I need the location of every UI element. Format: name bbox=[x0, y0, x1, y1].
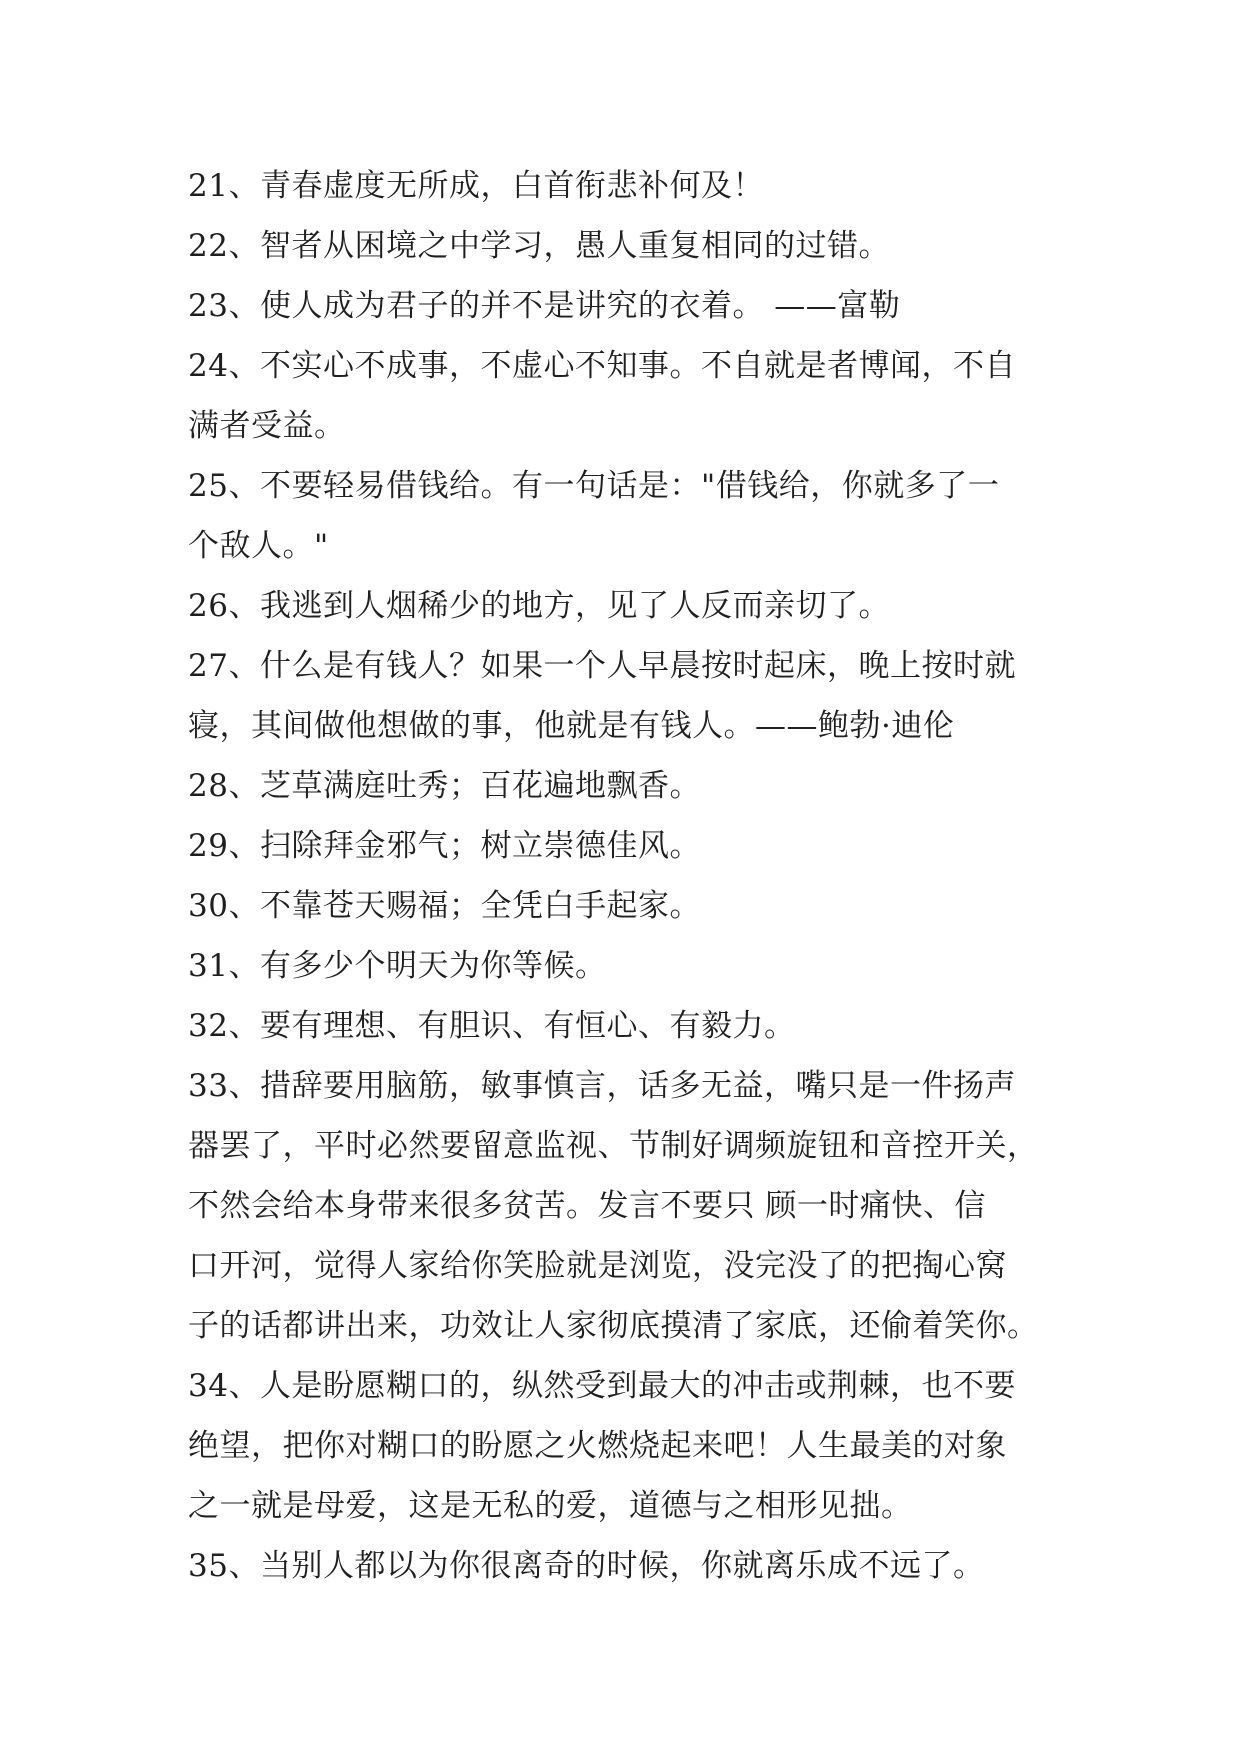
text-line-14: 31、有多少个明天为你等候。 bbox=[188, 948, 607, 984]
text-line-23: 之一就是母爱，这是无私的爱，道德与之相形见拙。 bbox=[188, 1488, 913, 1524]
text-line-4: 24、不实心不成事，不虚心不知事。不自就是者博闻，不自 bbox=[188, 348, 1016, 384]
text-line-7: 个敌人。" bbox=[188, 528, 329, 564]
text-line-1: 21、青春虚度无所成，白首衔悲补何及！ bbox=[188, 168, 764, 204]
text-line-24: 35、当别人都以为你很离奇的时候，你就离乐成不远了。 bbox=[188, 1548, 985, 1584]
text-line-9: 27、什么是有钱人？如果一个人早晨按时起床，晚上按时就 bbox=[188, 648, 1016, 684]
text-line-16: 33、措辞要用脑筋，敏事慎言，话多无益，嘴只是一件扬声 bbox=[188, 1068, 1016, 1104]
text-line-13: 30、不靠苍天赐福；全凭白手起家。 bbox=[188, 888, 701, 924]
text-line-19: 口开河，觉得人家给你笑脸就是浏览，没完没了的把掏心窝 bbox=[188, 1248, 1007, 1284]
text-line-20: 子的话都讲出来，功效让人家彻底摸清了家底，还偷着笑你。 bbox=[188, 1308, 1039, 1344]
text-line-11: 28、芝草满庭吐秀；百花遍地飘香。 bbox=[188, 768, 701, 804]
text-line-6: 25、不要轻易借钱给。有一句话是："借钱给，你就多了一 bbox=[188, 468, 1000, 504]
text-line-21: 34、人是盼愿糊口的，纵然受到最大的冲击或荆棘，也不要 bbox=[188, 1368, 1016, 1404]
text-line-5: 满者受益。 bbox=[188, 408, 346, 444]
text-line-18: 不然会给本身带来很多贫苦。发言不要只 顾一时痛快、信 bbox=[188, 1188, 986, 1224]
text-line-10: 寝，其间做他想做的事，他就是有钱人。——鲍勃·迪伦 bbox=[188, 708, 955, 744]
text-line-15: 32、要有理想、有胆识、有恒心、有毅力。 bbox=[188, 1008, 796, 1044]
text-line-2: 22、智者从困境之中学习，愚人重复相同的过错。 bbox=[188, 228, 890, 264]
text-line-3: 23、使人成为君子的并不是讲究的衣着。 ——富勒 bbox=[188, 288, 901, 324]
text-line-17: 器罢了，平时必然要留意监视、节制好调频旋钮和音控开关， bbox=[188, 1128, 1039, 1164]
text-line-8: 26、我逃到人烟稀少的地方，见了人反而亲切了。 bbox=[188, 588, 890, 624]
document-body bbox=[188, 156, 1058, 1596]
text-line-22: 绝望，把你对糊口的盼愿之火燃烧起来吧！人生最美的对象 bbox=[188, 1428, 1007, 1464]
text-line-12: 29、扫除拜金邪气；树立崇德佳风。 bbox=[188, 828, 701, 864]
